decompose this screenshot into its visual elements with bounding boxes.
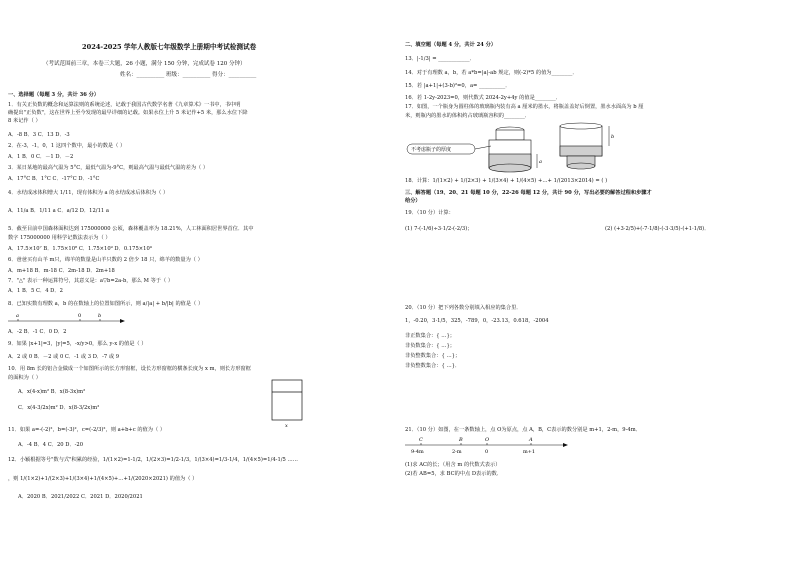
q21-stem: 21．（10 分）如图，在一条数轴上，点 O为原点，点 A，B，C表示的数分别是 m+1，2-m，9-4m． [405, 427, 641, 433]
q18: 18．计算：1/(1×2) + 1/(2×3) + 1/(3×4) + 1/(4×5) +…+ 1/(2013×2014) = ( ) [405, 178, 608, 184]
q19-stem: 19．（10 分）计算： [405, 210, 454, 216]
q21-value-o: 0 [485, 449, 489, 455]
exam-info: （考试范围前三章，本卷三大题，26 小题，满分 150 分钟，完成试卷 120 分钟） [43, 61, 246, 67]
q19-part2: (2) (+3·2/5)+(-7·1/8)-(-3·3/5)-(+1·1/8)． [605, 226, 710, 232]
q2-stem: 2．在-3，-1，0，1 这四个数中，最小的数是（ ） [8, 143, 126, 149]
bottle-label-b: b [611, 134, 615, 140]
q17-line1: 17．如图，一个瓶身为圆柱体的玻璃瓶内装有高 a 厘米的墨水，将瓶盖盖好后倒置，墨水水面高为 b 厘 [405, 104, 644, 110]
q20-stem: 20．（10 分）把下列各数分别填入相应的集合里． [405, 305, 522, 311]
q8-label-a: a [16, 313, 19, 319]
q21-point-b: B [459, 437, 463, 443]
section-answer-title-2: 给分） [405, 198, 421, 204]
q6-options: A．m+18 B．m-18 C．2m-18 D．2m+18 [8, 268, 115, 274]
q21-value-a: m+1 [523, 449, 536, 455]
q5-line1: 5．截至目前中国森林面积达到 175000000 公顷，森林覆盖率为 18.21%，人工林面积居世界首位．其中 [8, 226, 254, 232]
q21-point-a: A [529, 437, 533, 443]
q7-stem: 7．"△" 表示一种运算符号，其意义是：a▽b=2a-b，那么 M 等于（ ） [8, 278, 174, 284]
window-frame [272, 380, 302, 420]
q6-stem: 6．爸爸买有山羊 m只，绵羊的数量是山羊只数的 2 倍少 18 只，绵羊的数量为（ ） [8, 257, 203, 263]
q4-options: A．11/a B．1/11 a C．a/12 D．12/11 a [8, 208, 109, 214]
q21-point-c: C [419, 437, 423, 443]
q21-part1: (1)求 AC的长；（用含 m 的代数式表示） [405, 462, 501, 468]
section-answer-title-1: 三、解答题（19、20、21 每题 10 分，22-26 每题 12 分，共计 90 分，写出必要的解答过程和步骤才 [405, 190, 652, 196]
q8-stem: 8．已知实数有理数 a，b 的在数轴上的位置如图所示，则 a/|a| + b/|b| 的值是（ ） [8, 301, 204, 307]
section-choice-title: 一、选择题（每题 3 分，共计 36 分） [8, 92, 100, 98]
q5-line2: 数字 175000000 用科学记数法表示为（ ） [8, 235, 111, 241]
q17-bottle-figure [405, 124, 635, 176]
q13: 13．|-1/3| = ____________． [405, 56, 475, 62]
q16: 16．若 1-2y-2023=0，则代数式 2024-2y+4y 的值是________． [405, 95, 561, 101]
q8-label-b: b [98, 313, 102, 319]
student-fields: 姓名：__________ 班级：__________ 得分：__________ [120, 72, 257, 78]
bottle-cap [496, 130, 524, 140]
q1-line3: 8 米记作（ ） [8, 118, 41, 124]
q21-value-b: 2-m [452, 449, 462, 455]
q21-number-line [405, 436, 575, 460]
q20-set-nonneg-int-1: 非负整数集合：{ …}； [405, 353, 461, 359]
q8-options: A．-2 B．-1 C．0 D．2 [8, 329, 67, 335]
inverted-ink [560, 146, 602, 156]
q2-options: A．1 B．0 C．－1 D．－2 [8, 154, 74, 160]
q21-arrow [563, 443, 568, 447]
q20-set-nonpositive: 非正数集合：{ …}； [405, 333, 455, 339]
q12-options: A．2020 B．2021/2022 C．2021 D．2020/2021 [18, 494, 143, 500]
q12-line2: ，则 1/(1×2)+1/(2×3)+1/(3×4)+1/(4×5)+…+1/(2020×2021) 的值为（ ） [8, 476, 198, 482]
q5-options: A．17.5×10⁷ B．1.75×10⁸ C．1.75×10⁹ D．0.175×10⁹ [8, 246, 152, 252]
q17-line2: 米，则瓶内的墨水的体积约占玻璃瓶容积的________． [405, 113, 531, 119]
window-label-x: x [285, 423, 288, 429]
q11-stem: 11．如果 a=-(-2)²，b=(-3)²，c=(-2/3)²，则 a+b+c 的值为（ ） [8, 427, 166, 433]
q19-part1: (1) 7-(-1/6)÷3·1/2-(-2/3)； [405, 226, 473, 232]
q10-window-figure [270, 378, 314, 428]
q10-options-ab: A．x(4-x)m² B．x(8-3x)m² [18, 389, 86, 395]
q8-label-0: 0 [78, 313, 82, 319]
q9-options: A．2 或 0 B．－2 或 0 C．-1 或 3 D．-7 或 9 [8, 354, 120, 360]
q9-stem: 9．如果 |x+1|=3，|y|=5，-x/y>0，那么 y-x 的值是（ ） [8, 341, 147, 347]
q7-options: A．1 B．5 C．4 D．2 [8, 288, 63, 294]
exam-title: 2024-2025 学年人教版七年级数学上册期中考试检测试卷 [82, 43, 257, 51]
q8-number-line [8, 312, 128, 328]
q15: 15．若 |a+1|+(3-b)²=0，a= __________． [405, 83, 511, 89]
q1-line1: 1．有关正负数的概念和运算法则的系统论述，记载于我国古代数学名著《九章算术》一书中，书中明 [8, 102, 241, 108]
q3-stem: 3．某日某地的最高气温为 5°C，最低气温为-9°C，则最高气温与最低气温的差为（ ） [8, 165, 209, 171]
q8-arrow [120, 319, 125, 323]
q1-line2: 确提出"正负数"，这在世界上至今发现的最早详细的记载。如果水位上升 5 米记作+5 米，那么水位下降 [8, 110, 248, 116]
q21-value-c: 9-4m [411, 449, 424, 455]
q20-set-nonnegative: 非负数集合：{ …}； [405, 343, 455, 349]
q4-stem: 4．水结成冰体积增大 1/11，现有体积为 a 的水结成冰后体积为（ ） [8, 190, 169, 196]
q12-line1: 12．小颖根据等号"数与式"积累的经验，1/(1×2)=1-1/2，1/(2×3)=1/2-1/3，1/(3×4)=1/3-1/4，1/(4×5)=1/4-1/5 …… [8, 457, 298, 463]
q10-line1: 10．用 8m 长的铝合金做成一个如图所示的长方形窗框，设长方形窗框的横条长度为 x m，则长方形窗框 [8, 366, 251, 372]
bottle-label-a: a [539, 159, 542, 165]
q10-line2: 的面积为（ ） [8, 375, 41, 381]
section-fill-title: 二、填空题（每题 4 分，共计 24 分） [405, 42, 497, 48]
q11-options: A．-4 B．4 C．20 D．-20 [18, 442, 84, 448]
q14: 14．对于有理数 a，b，若 a*b=|a|-ab 规定，则(-2)*5 的值为________． [405, 70, 578, 76]
q10-options-cd: C．x(4-3/2x)m² D．x(8-3/2x)m² [18, 405, 100, 411]
q20-set-nonneg-int-2: 非负整数集合：{ …}． [405, 363, 461, 369]
bottle-caption: 不考虑瓶子的厚度 [411, 147, 452, 153]
q3-options: A．17°C B．1°C C．-17°C D．-1°C [8, 176, 100, 182]
q1-options: A．-8 B．3 C．13 D．-3 [8, 132, 70, 138]
q20-numbers: 1，-0.20，3·1/5，325，-789，0，-23.13，0.618，-2004 [405, 318, 549, 324]
q21-point-o: O [485, 437, 490, 443]
q21-part2: (2)若 AB=5，求 BC的中点 D表示的数． [405, 471, 503, 477]
